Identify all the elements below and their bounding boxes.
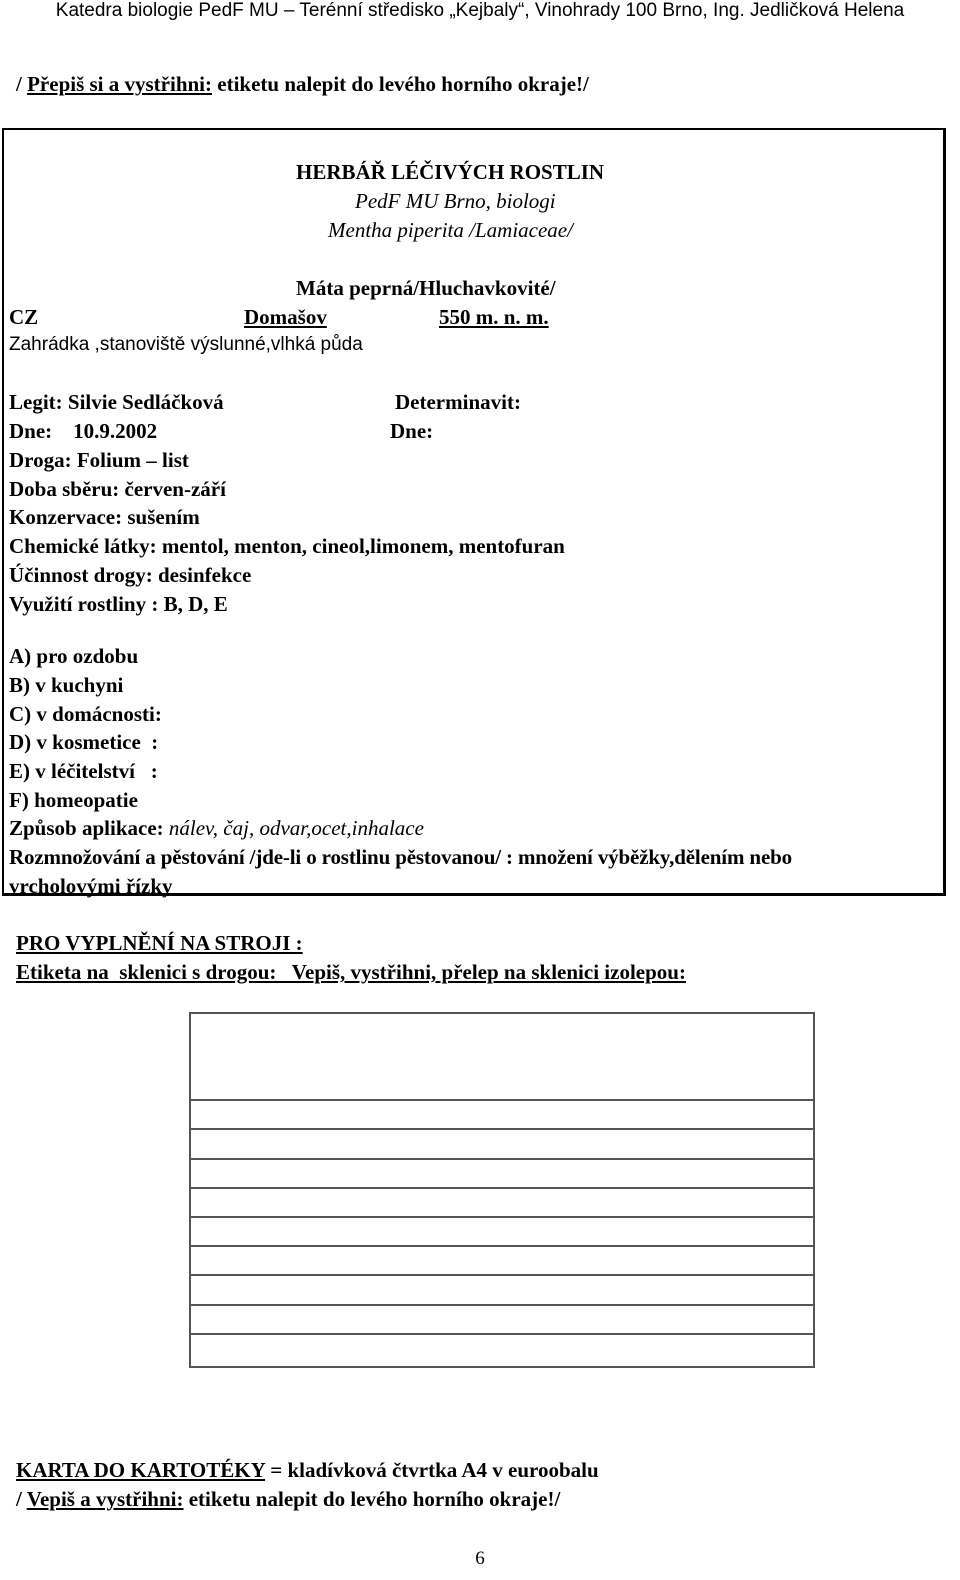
pro-vyplneni-heading: PRO VYPLNĚNÍ NA STROJI : (16, 931, 303, 955)
determinavit: Determinavit: (395, 390, 521, 414)
option-a: A) pro ozdobu (9, 644, 139, 668)
top-instruction-rest: etiketu nalepit do levého horního okraje!/ (212, 72, 589, 96)
top-instruction-prefix: / (16, 72, 28, 96)
top-instruction-link: Přepiš si a vystřihni: (27, 72, 213, 96)
konzervace: Konzervace: sušením (9, 505, 200, 529)
zpusob-aplikace (9, 816, 424, 840)
locality: Domašov (244, 305, 327, 329)
label-subtitle: PedF MU Brno, biologi (355, 189, 556, 213)
jar-label-line (191, 1158, 813, 1160)
chemicke-latky: Chemické látky: mentol, menton, cineol,limonem, mentofuran (9, 534, 565, 558)
rozmnozovani-line2: vrcholovými řízky (9, 874, 173, 898)
jar-label-line (191, 1187, 813, 1189)
jar-label-line (191, 1128, 813, 1130)
habitat: Zahrádka ,stanoviště výslunné,vlhká půda (9, 334, 363, 355)
top-instruction (16, 72, 589, 96)
jar-label-line (191, 1099, 813, 1101)
karta-heading (16, 1458, 599, 1482)
etiketa-instruction: Etiketa na sklenici s drogou: Vepiš, vystřihni, přelep na sklenici izolepou: (16, 960, 686, 984)
country: CZ (9, 305, 39, 329)
jar-label-line (191, 1245, 813, 1247)
latin-name: Mentha piperita /Lamiaceae/ (328, 218, 573, 242)
zpusob-aplikace-value: nálev, čaj, odvar,ocet,inhalace (168, 816, 424, 840)
page-number: 6 (475, 1548, 485, 1569)
jar-label-line (191, 1274, 813, 1276)
rozmnozovani-line1: Rozmnožování a pěstování /jde-li o rostlinu pěstovanou/ : množení výběžky,dělením nebo (9, 845, 793, 869)
karta-title: KARTA DO KARTOTÉKY (16, 1458, 266, 1482)
option-e: E) v léčitelství : (9, 759, 158, 783)
bottom-instruction-prefix: / (16, 1487, 27, 1511)
czech-name: Máta peprná/Hluchavkovité/ (296, 276, 556, 300)
jar-label-line (191, 1304, 813, 1306)
doba-sberu: Doba sběru: červen-září (9, 477, 226, 501)
bottom-instruction (16, 1487, 560, 1511)
option-d: D) v kosmetice : (9, 730, 159, 754)
jar-label-line (191, 1333, 813, 1335)
date-determinavit: Dne: (390, 419, 434, 443)
page-header: Katedra biologie PedF MU – Terénní středisko „Kejbaly“, Vinohrady 100 Brno, Ing. Jedličková Helena (55, 0, 905, 21)
option-f: F) homeopatie (9, 788, 138, 812)
legit: Legit: Silvie Sedláčková (9, 390, 224, 414)
jar-label-line (191, 1216, 813, 1218)
label-title: HERBÁŘ LÉČIVÝCH ROSTLIN (296, 160, 605, 184)
option-b: B) v kuchyni (9, 673, 124, 697)
altitude: 550 m. n. m. (439, 305, 549, 329)
jar-label-lined-box (189, 1012, 815, 1368)
date-legit: Dne: 10.9.2002 (9, 419, 158, 443)
droga: Droga: Folium – list (9, 448, 189, 472)
bottom-instruction-rest: etiketu nalepit do levého horního okraje!/ (183, 1487, 561, 1511)
karta-rest: = kladívková čtvrtka A4 v euroobalu (265, 1458, 599, 1482)
zpusob-aplikace-label: Způsob aplikace: (9, 816, 169, 840)
vyuziti-rostliny: Využití rostliny : B, D, E (9, 592, 228, 616)
bottom-instruction-link: Vepiš a vystřihni: (26, 1487, 184, 1511)
ucinnost-drogy: Účinnost drogy: desinfekce (9, 563, 252, 587)
option-c: C) v domácnosti: (9, 702, 162, 726)
